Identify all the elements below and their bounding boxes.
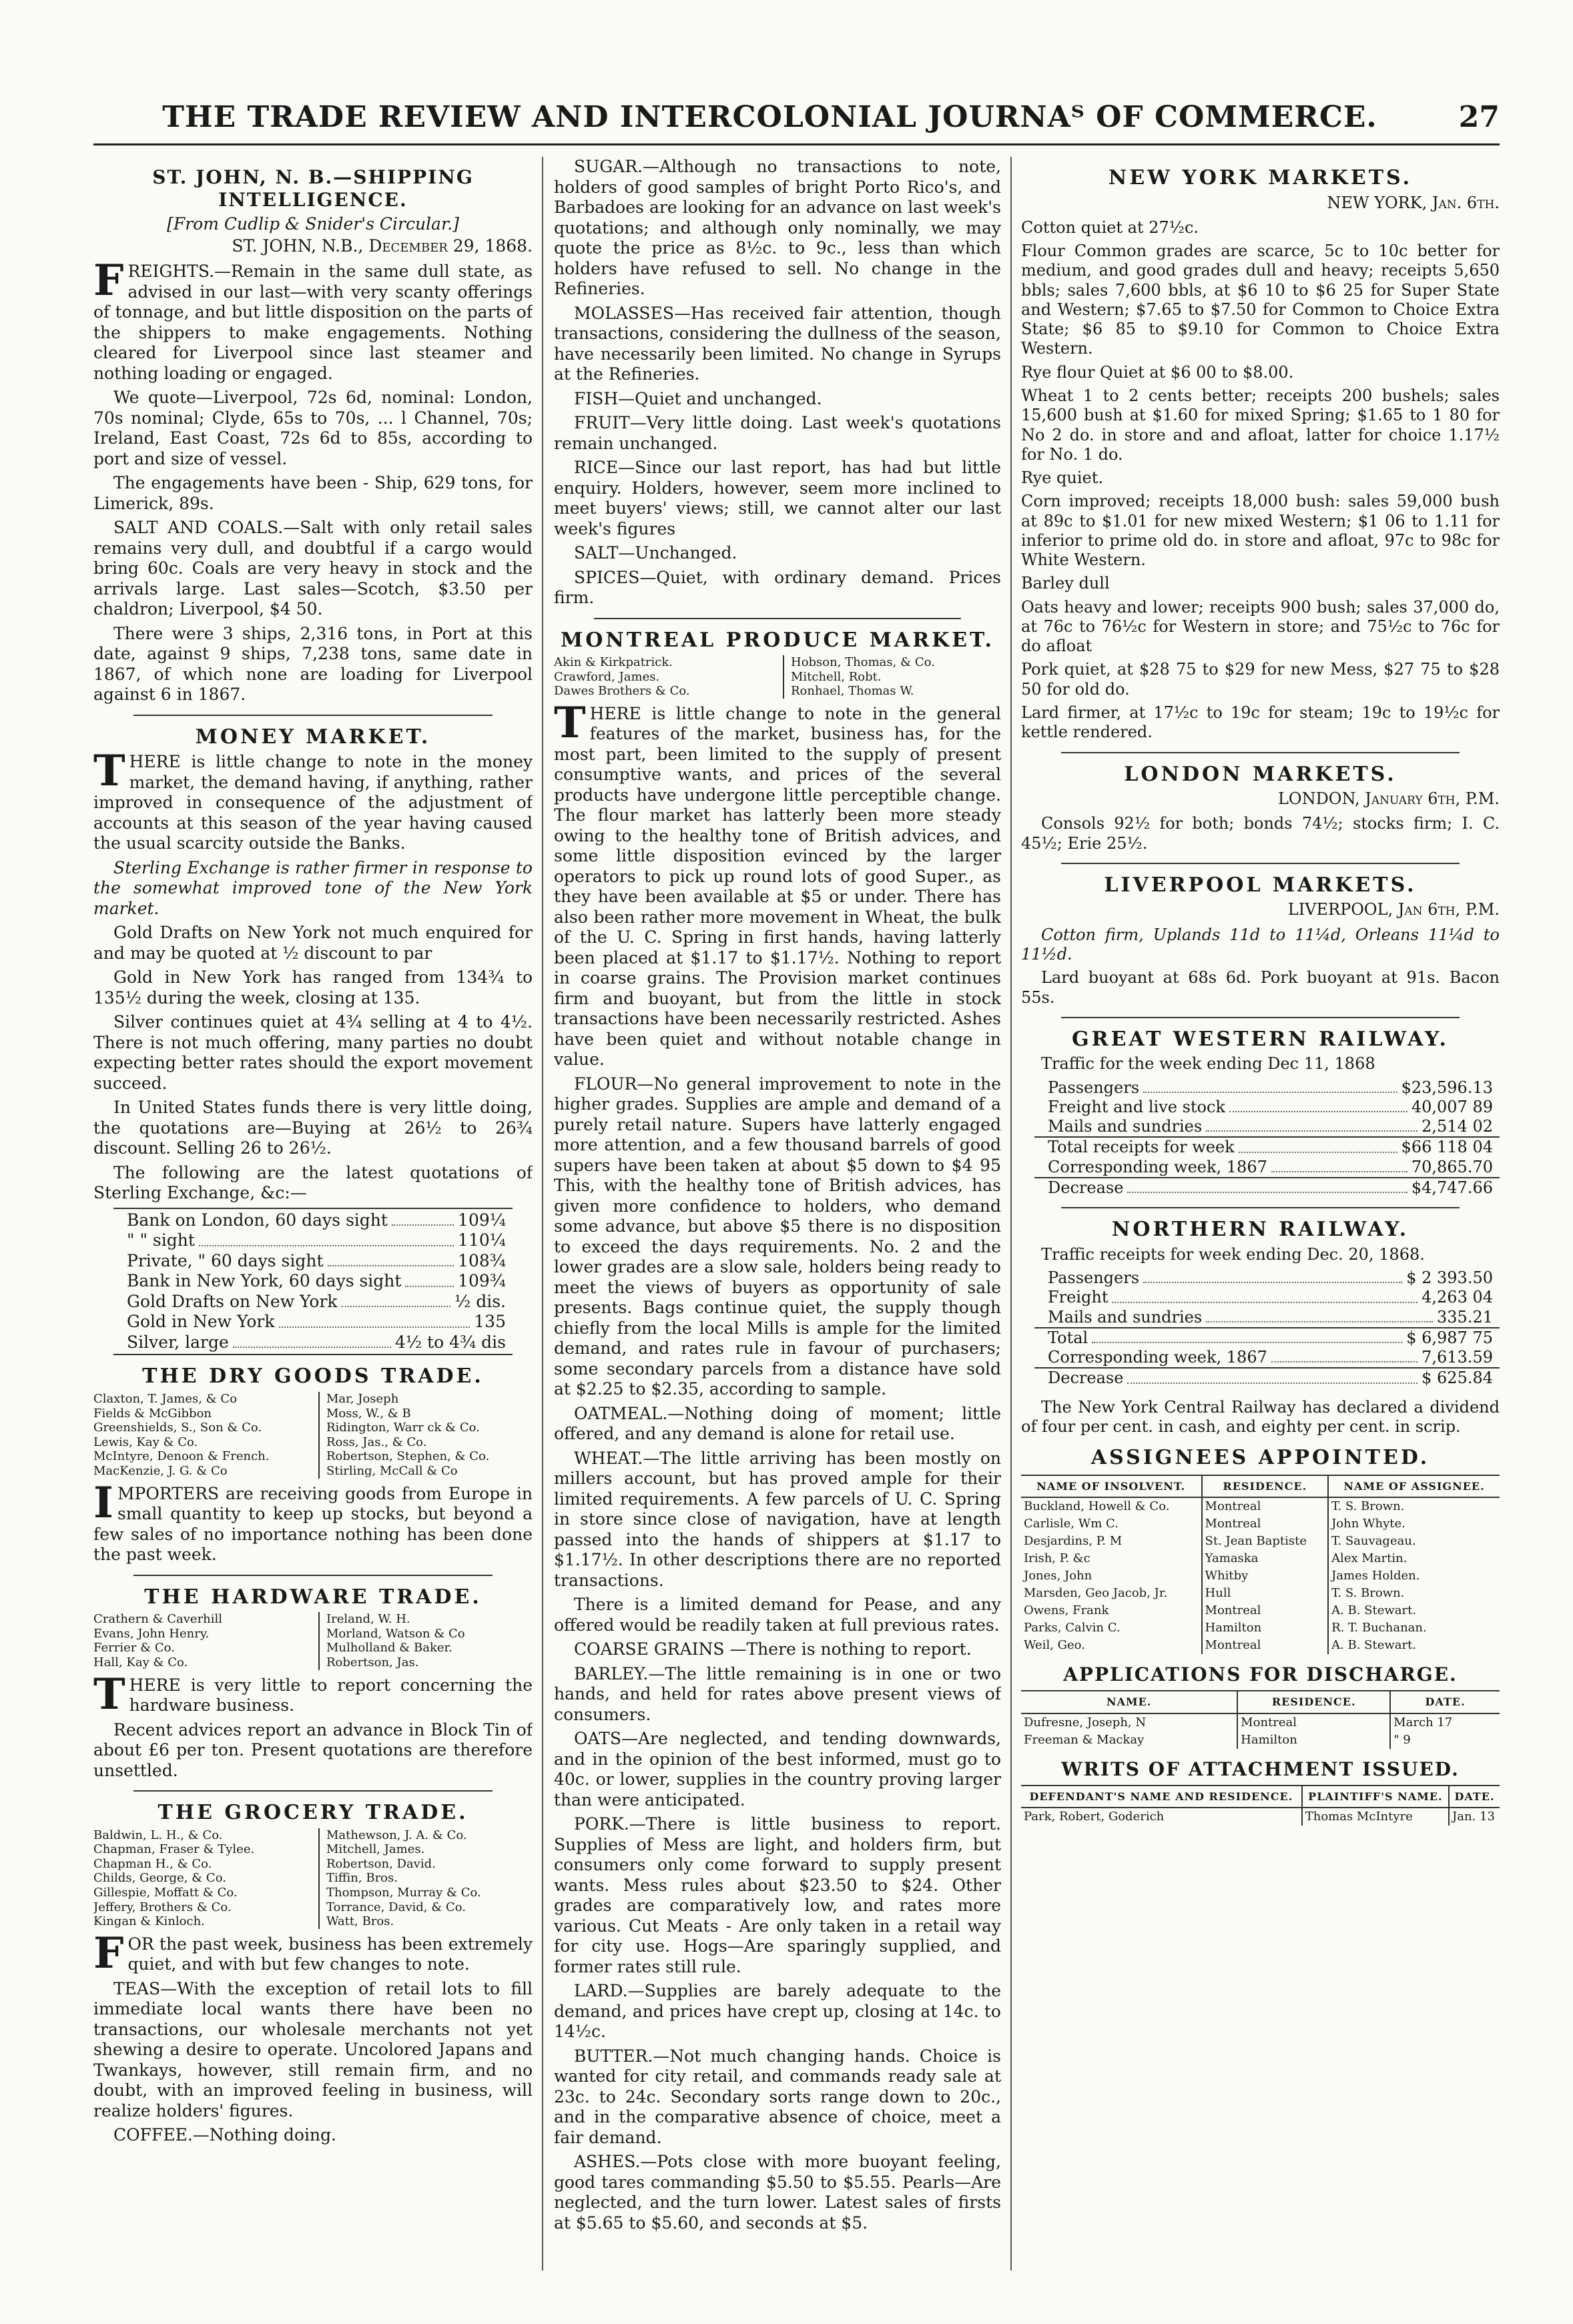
receipt-row: Corresponding week, 1867 7,613.59: [1034, 1348, 1500, 1369]
firm-list-left: Crathern & Caverhill Evans, John Henry. Ferrier & Co. Hall, Kay & Co.: [93, 1612, 223, 1669]
newyork-line: Barley dull: [1021, 574, 1110, 593]
shipping-dateline: ST. JOHN, N.B., December 29, 1868.: [232, 236, 533, 256]
newyork-line: Pork quiet, at $28 75 to $29 for new Mess, $27 75 to $28 50 for old do.: [1021, 660, 1500, 699]
receipt-row: Corresponding week, 1867 70,865.70: [1034, 1158, 1500, 1178]
oatmeal-paragraph: OATMEAL.—Nothing doing of moment; little offered, and any demand is alone for retail use.: [554, 1403, 1001, 1444]
table-row: Irish, P. &c Yamaska Alex Martin.: [1021, 1550, 1500, 1567]
london-paragraph: Consols 92½ for both; bonds 74½; stocks firm; I. C. 45½; Erie 25½.: [1021, 814, 1500, 853]
money-paragraph: Silver continues quiet at 4¾ selling at 4 to 4½. There is not much offering, many parties no doubt expecting better rates should the export movement succeed.: [93, 1012, 533, 1093]
pork-paragraph: PORK.—There is little business to report. Supplies of Mess are light, and holders firm, but consumers only come forward to supply present wants. Mess rules about $23.50 to $24. Other grades are comparatively low, and rates more various. Cut Meats - Are only taken in a retail way for city use. Hogs—Are sparingly supplied, and former rates still rule.: [554, 1814, 1001, 1976]
table-row: Park, Robert, Goderich Thomas McIntyre Jan. 13: [1021, 1808, 1500, 1826]
assignees-table: NAME OF INSOLVENT. RESIDENCE. NAME OF ASSIGNEE. Buckland, Howell & Co. Montreal T. S. Brown. Carlisle, Wm C. Montreal John Whyte. Desjardins, P. M St. Jean Baptiste T. Sauvageau. Irish, P. &c Yamaska Alex Martin. Jones, John Whitby James Holden. Marsden, Geo Jacob, Jr. Hull T. S. Brown. Owens, Frank Montreal A. B. Stewart. Parks, Calvin C. Hamilton R. T. Buchanan. Weil, Geo. Montreal A. B. Stewart.: [1021, 1475, 1500, 1654]
shipping-paragraph: SALT AND COALS.—Salt with only retail sales remains very dull, and doubtful if a cargo would bring 60c. Coals are very heavy in stock and the arrivals large. Last sales—Scotch, $3.50 per chaldron; Liverpool, $4 50.: [93, 518, 533, 619]
section-rule: [1061, 863, 1460, 864]
table-row: Freeman & Mackay Hamilton " 9: [1021, 1731, 1500, 1749]
drygoods-firms: [93, 1392, 533, 1479]
quote-row: Bank on London, 60 days sight 109¼: [127, 1210, 506, 1230]
oats-paragraph: OATS—Are neglected, and tending downwards, and in the opinion of the best informed, must go to 40c. or lower, supplies in the country proving larger than were anticipated.: [554, 1729, 1001, 1810]
firm-list-right: Ireland, W. H. Morland, Watson & Co Mulholland & Baker. Robertson, Jas.: [318, 1612, 533, 1669]
money-paragraph: Sterling Exchange is rather firmer in response to the somewhat improved tone of the New York market.: [93, 857, 533, 918]
lard-paragraph: LARD.—Supplies are barely adequate to the demand, and prices have crept up, closing at 14c. to 14½c.: [554, 1981, 1001, 2042]
wheat-paragraph: WHEAT.—The little arriving has been mostly on millers account, but has proved ample for their limited requirements. A few parcels of U. C. Spring in store since close of navigation, have at length passed into the hands of shippers at $1.17 to $1.17½. In other descriptions there are no reported transactions.: [554, 1448, 1001, 1590]
drygoods-paragraph: IMPORTERS are receiving goods from Europe in small quantity to keep up stocks, but beyond a few sales of no importance nothing has been done the past week.: [93, 1477, 533, 1565]
firm-list-right: Mathewson, J. A. & Co. Mitchell, James. Robertson, David. Tiffin, Bros. Thompson, Murray & Co. Torrance, David, & Co. Watt, Bros.: [318, 1828, 533, 1929]
table-row: Carlisle, Wm C. Montreal John Whyte.: [1021, 1515, 1500, 1533]
writs-table: DEFENDANT'S NAME AND RESIDENCE. PLAINTIFF'S NAME. DATE. Park, Robert, Goderich Thomas McIntyre Jan. 13: [1021, 1785, 1500, 1826]
masthead: [93, 100, 1500, 147]
column-divider: [542, 157, 543, 2271]
grocery-paragraph: FOR the past week, business has been extremely quiet, and with but few changes to note.: [93, 1928, 533, 1978]
liverpool-dateline: LIVERPOOL, Jan 6th, P.M.: [1287, 900, 1500, 919]
column-2: [554, 157, 1001, 2277]
hardware-firms: [93, 1612, 533, 1669]
receipt-row: Decrease $4,747.66: [1048, 1178, 1493, 1197]
discharge-heading: APPLICATIONS FOR DISCHARGE.: [1063, 1663, 1458, 1685]
nr-receipts: [1021, 1268, 1500, 1389]
london-dateline: LONDON, January 6th, P.M.: [1277, 789, 1500, 809]
writs-heading: WRITS OF ATTACHMENT ISSUED.: [1061, 1758, 1460, 1780]
receipt-row: Mails and sundries 335.21: [1034, 1308, 1500, 1328]
shipping-paragraph: We quote—Liverpool, 72s 6d, nominal: London, 70s nominal; Clyde, 65s to 70s, ... l Channel, 70s; Ireland, East Coast, 72s 6d to 85s, according to port and size of vessel.: [93, 388, 533, 468]
hardware-paragraph: THERE is very little to report concerning the hardware business.: [93, 1669, 533, 1719]
receipt-row: Passengers $ 2 393.50: [1048, 1268, 1493, 1288]
masthead-rule: [93, 143, 1500, 145]
newyork-line: Corn improved; receipts 18,000 bush: sales 59,000 bush at 89c to $1.01 for new mixed Western; $1 06 to 1.11 for inferior to prime old do. in store and afloat, 97c to 98c for White Western.: [1021, 492, 1500, 570]
newyork-line: Rye flour Quiet at $6 00 to $8.00.: [1021, 362, 1294, 382]
section-rule: [133, 1790, 493, 1792]
column-3: [1021, 157, 1500, 2277]
shipping-heading: ST. JOHN, N. B.—SHIPPING INTELLIGENCE.: [152, 166, 474, 212]
liverpool-paragraph: Lard buoyant at 68s 6d. Pork buoyant at 91s. Bacon 55s.: [1021, 968, 1500, 1007]
section-rule: [594, 618, 961, 619]
produce-paragraph: THERE is little change to note in the general features of the market, business has, for the most part, been limited to the supply of present consumptive wants, and prices of the several products have undergone little perceptible change. The flour market has latterly been more steady owing to the healthy tone of British advices, and some little disposition evinced by the larger operators to pick up round lots of good Super., as they have been available at $5 or under. There has also been rather more movement in Wheat, the bulk of the U. C. Spring in first hands, having latterly been placed at $1.17 to $1.17½. Nothing to report in coarse grains. The Provision market continues firm and buoyant, but from the little in stock transactions have been necessarily restricted. Ashes have been quiet and without notable change in value.: [554, 697, 1001, 1070]
money-paragraph: Gold in New York has ranged from 134¾ to 135½ during the week, closing at 135.: [93, 967, 533, 1008]
table-row: Owens, Frank Montreal A. B. Stewart.: [1021, 1602, 1500, 1619]
section-rule: [1061, 752, 1460, 753]
column-divider: [1010, 157, 1012, 2271]
section-rule: [133, 715, 493, 716]
receipt-row: Total $ 6,987 75: [1048, 1328, 1493, 1347]
table-row: Marsden, Geo Jacob, Jr. Hull T. S. Brown.: [1021, 1585, 1500, 1602]
section-rule: [133, 1575, 493, 1576]
firm-list-left: Claxton, T. James, & Co Fields & McGibbon Greenshields, S., Son & Co. Lewis, Kay & Co. McIntyre, Denoon & French. MacKenzie, J. G. & Co: [93, 1392, 270, 1478]
firm-list-right: Hobson, Thomas, & Co. Mitchell, Robt. Ronhael, Thomas W.: [783, 655, 1001, 699]
masthead-title: THE TRADE REVIEW AND INTERCOLONIAL JOURNAᵀ OF COMMERCE.: [162, 100, 1377, 134]
firm-list-right: Mar, Joseph Moss, W., & B Ridington, Warr ck & Co. Ross, Jas., & Co. Robertson, Stephen, & Co. Stirling, McCall & Co: [318, 1392, 533, 1479]
newyork-line: Oats heavy and lower; receipts 900 bush; sales 37,000 do, at 76c to 76½c for Western in store; and 75½c to 76c for do afloat: [1021, 597, 1500, 656]
receipt-row: Mails and sundries 2,514 02: [1034, 1117, 1500, 1138]
barley-paragraph: BARLEY.—The little remaining is in one or two hands, and held for rates above present views of consumers.: [554, 1663, 1001, 1724]
section-rule: [1061, 1017, 1460, 1018]
molasses-paragraph: MOLASSES—Has received fair attention, though transactions, considering the dullness of the season, have necessarily been limited. No change in Syrups at the Refineries.: [554, 303, 1001, 384]
newyork-line: Lard firmer, at 17½c to 19c for steam; 19c to 19½c for kettle rendered.: [1021, 703, 1500, 742]
money-paragraph: The following are the latest quotations of Sterling Exchange, &c:—: [93, 1162, 533, 1203]
newyork-line: Rye quiet.: [1021, 468, 1104, 488]
newyork-line: Wheat 1 to 2 cents better; receipts 200 bushels; sales 15,600 bush at $1.60 for mixed Spring; $1.65 to 1 80 for No 2 do. in store and and afloat, latter for choice 1.17½ for No. 1 do.: [1021, 386, 1500, 464]
discharge-table: NAME. RESIDENCE. DATE. Dufresne, Joseph, N Montreal March 17 Freeman & Mackay Hamilton " 9: [1021, 1690, 1500, 1748]
money-paragraph: THERE is little change to note in the money market, the demand having, if anything, rather improved in consequence of the adjustment of accounts at this season of the year having caused the usual scarcity outside the Banks.: [93, 746, 533, 853]
receipt-row: Total receipts for week $66 118 04: [1048, 1138, 1493, 1157]
gwr-receipts: [1021, 1078, 1500, 1198]
receipt-row: Freight and live stock 40,007 89: [1048, 1097, 1493, 1116]
grocery-heading: THE GROCERY TRADE.: [158, 1801, 468, 1825]
liverpool-paragraph: Cotton firm, Uplands 11d to 11¼d, Orleans 11¼d to 11½d.: [1021, 925, 1500, 964]
firm-list-left: Baldwin, L. H., & Co. Chapman, Fraser & Tylee. Chapman H., & Co. Childs, George, & Co. Gillespie, Moffatt & Co. Jeffery, Brothers & Co. Kingan & Kinloch.: [93, 1828, 255, 1929]
produce-heading: MONTREAL PRODUCE MARKET.: [561, 628, 994, 652]
quote-row: " " sight 110¼: [127, 1230, 506, 1250]
shipping-source: [From Cudlip & Snider's Circular.]: [167, 214, 459, 234]
newyork-line: Flour Common grades are scarce, 5c to 10c better for medium, and good grades dull and heavy; receipts 5,650 bbls; sales 7,600 bbls, at $6 10 to $6 25 for Super State and Western; $7.65 to $7.50 for Common to Choice Extra State; $6 85 to $9.10 for Common to Choice Extra Western.: [1021, 242, 1500, 358]
hardware-paragraph: Recent advices report an advance in Block Tin of about £6 per ton. Present quotations are therefore unsettled.: [93, 1719, 533, 1780]
receipt-row: Decrease $ 625.84: [1048, 1369, 1493, 1388]
gwr-heading: GREAT WESTERN RAILWAY.: [1072, 1027, 1449, 1051]
grocery-firms: [93, 1828, 533, 1929]
liverpool-heading: LIVERPOOL MARKETS.: [1104, 873, 1417, 897]
shipping-paragraph: There were 3 ships, 2,316 tons, in Port at this date, against 9 ships, 7,238 tons, same date in 1867, of which none are loading for Liverpool against 6 in 1867.: [93, 623, 533, 705]
hardware-heading: THE HARDWARE TRADE.: [144, 1585, 482, 1609]
quote-row: Private, " 60 days sight 108¾: [127, 1250, 506, 1270]
newyork-dateline: NEW YORK, Jan. 6th.: [1327, 193, 1500, 212]
newyork-heading: NEW YORK MARKETS.: [1108, 166, 1413, 189]
shipping-paragraph: FREIGHTS.—Remain in the same dull state, as advised in our last—with very scanty offerings of tonnage, and but little disposition on the parts of the shippers to make engagements. Nothing cleared for Liverpool since last steamer and nothing loading or engaged.: [93, 256, 533, 383]
sugar-paragraph: SUGAR.—Although no transactions to note, holders of good samples of bright Porto Rico's, and Barbadoes are looking for an advance on last week's quotations; and although only nominally, we may quote the price as 8½c. to 9c., less than which holders have refused to sell. No change in the Refineries.: [554, 157, 1001, 298]
gwr-intro: Traffic for the week ending Dec 11, 1868: [1041, 1054, 1375, 1074]
quote-row: Gold Drafts on New York ½ dis.: [127, 1291, 506, 1311]
grocery-paragraph: TEAS—With the exception of retail lots to fill immediate local wants there have been no transactions, our wholesale merchants not yet shewing a desire to operate. Uncolored Japans and Twankays, however, still remain firm, and no doubt, with an improved feeling in business, will realize holders' figures.: [93, 1978, 533, 2120]
flour-paragraph: FLOUR—No general improvement to note in the higher grades. Supplies are ample and demand of a purely retail nature. Supers have latterly engaged more attention, and a few thousand barrels of good supers have been taken at about $5 down to $4 95 This, with the healthy tone of British advices, has given more confidence to holders, who demand some advance, but above $5 there is no disposition to exceed the days requirements. No. 2 and the lower grades are a slow sale, holders being ready to meet the views of buyers as opportunity of sale presents. Bags continue quiet, the supply though chiefly from the local Mills is ample for the limited demand, and rates rule in favour of purchasers; some secondary parcels from a distance have sold at $2.25 to $2.35, according to sample.: [554, 1074, 1001, 1399]
table-row: Dufresne, Joseph, N Montreal March 17: [1021, 1713, 1500, 1731]
fruit-paragraph: FRUIT—Very little doing. Last week's quotations remain unchanged.: [554, 413, 1001, 453]
page-number: 27: [1458, 100, 1500, 134]
column-1: [93, 157, 533, 2277]
receipt-row: Freight 4,263 04: [1048, 1288, 1493, 1307]
quote-row: Bank in New York, 60 days sight 109¾: [127, 1271, 506, 1291]
salt-paragraph: SALT—Unchanged.: [574, 543, 737, 562]
table-row: Jones, John Whitby James Holden.: [1021, 1567, 1500, 1585]
peas-paragraph: There is a limited demand for Pease, and any offered would be readily taken at full previous rates.: [554, 1595, 1001, 1635]
butter-paragraph: BUTTER.—Not much changing hands. Choice is wanted for city retail, and commands ready sale at 23c. to 24c. Secondary sorts range down to 20c., and in the comparative absence of choice, meet a fair demand.: [554, 2046, 1001, 2147]
table-row: Weil, Geo. Montreal A. B. Stewart.: [1021, 1637, 1500, 1654]
newyork-line: Cotton quiet at 27½c.: [1021, 218, 1199, 237]
table-row: Buckland, Howell & Co. Montreal T. S. Brown.: [1021, 1497, 1500, 1515]
rice-paragraph: RICE—Since our last report, has had but little enquiry. Holders, however, seem more inclined to meet buyers' views; still, we cannot alter our last week's figures: [554, 458, 1001, 538]
quote-row: Silver, large 4½ to 4¾ dis: [127, 1332, 506, 1352]
drygoods-heading: THE DRY GOODS TRADE.: [142, 1365, 484, 1389]
table-row: Parks, Calvin C. Hamilton R. T. Buchanan.: [1021, 1619, 1500, 1637]
produce-firms: [554, 655, 1001, 699]
exchange-quotes: [113, 1208, 513, 1356]
assignees-heading: ASSIGNEES APPOINTED.: [1090, 1446, 1430, 1470]
table-row: Desjardins, P. M St. Jean Baptiste T. Sauvageau.: [1021, 1533, 1500, 1550]
nr-heading: NORTHERN RAILWAY.: [1111, 1218, 1409, 1242]
ashes-paragraph: ASHES.—Pots close with more buoyant feeling, good tares commanding $5.50 to $5.55. Pearls—Are neglected, and the turn lower. Latest sales of firsts at $5.65 to $5.60, and seconds at $5.: [554, 2152, 1001, 2233]
shipping-paragraph: The engagements have been - Ship, 629 tons, for Limerick, 89s.: [93, 473, 533, 513]
grocery-paragraph: COFFEE.—Nothing doing.: [113, 2125, 336, 2145]
nr-note: The New York Central Railway has declared a dividend of four per cent. in cash, and eighty per cent. in scrip.: [1021, 1397, 1500, 1436]
fish-paragraph: FISH—Quiet and unchanged.: [574, 388, 822, 408]
money-heading: MONEY MARKET.: [195, 725, 431, 749]
receipt-row: Passengers $23,596.13: [1048, 1078, 1493, 1097]
nr-intro: Traffic receipts for week ending Dec. 20, 1868.: [1041, 1244, 1425, 1264]
money-paragraph: In United States funds there is very little doing, the quotations are—Buying at 26½ to 26¾ discount. Selling 26 to 26½.: [93, 1098, 533, 1158]
london-heading: LONDON MARKETS.: [1124, 762, 1397, 786]
quote-row: Gold in New York 135: [127, 1312, 506, 1332]
firm-list-left: Akin & Kirkpatrick. Crawford, James. Dawes Brothers & Co.: [554, 655, 690, 699]
money-paragraph: Gold Drafts on New York not much enquired for and may be quoted at ½ discount to par: [93, 923, 533, 963]
section-rule: [1061, 1207, 1460, 1208]
spices-paragraph: SPICES—Quiet, with ordinary demand. Prices firm.: [554, 567, 1001, 607]
coarse-grains-paragraph: COARSE GRAINS —There is nothing to report.: [574, 1639, 972, 1659]
